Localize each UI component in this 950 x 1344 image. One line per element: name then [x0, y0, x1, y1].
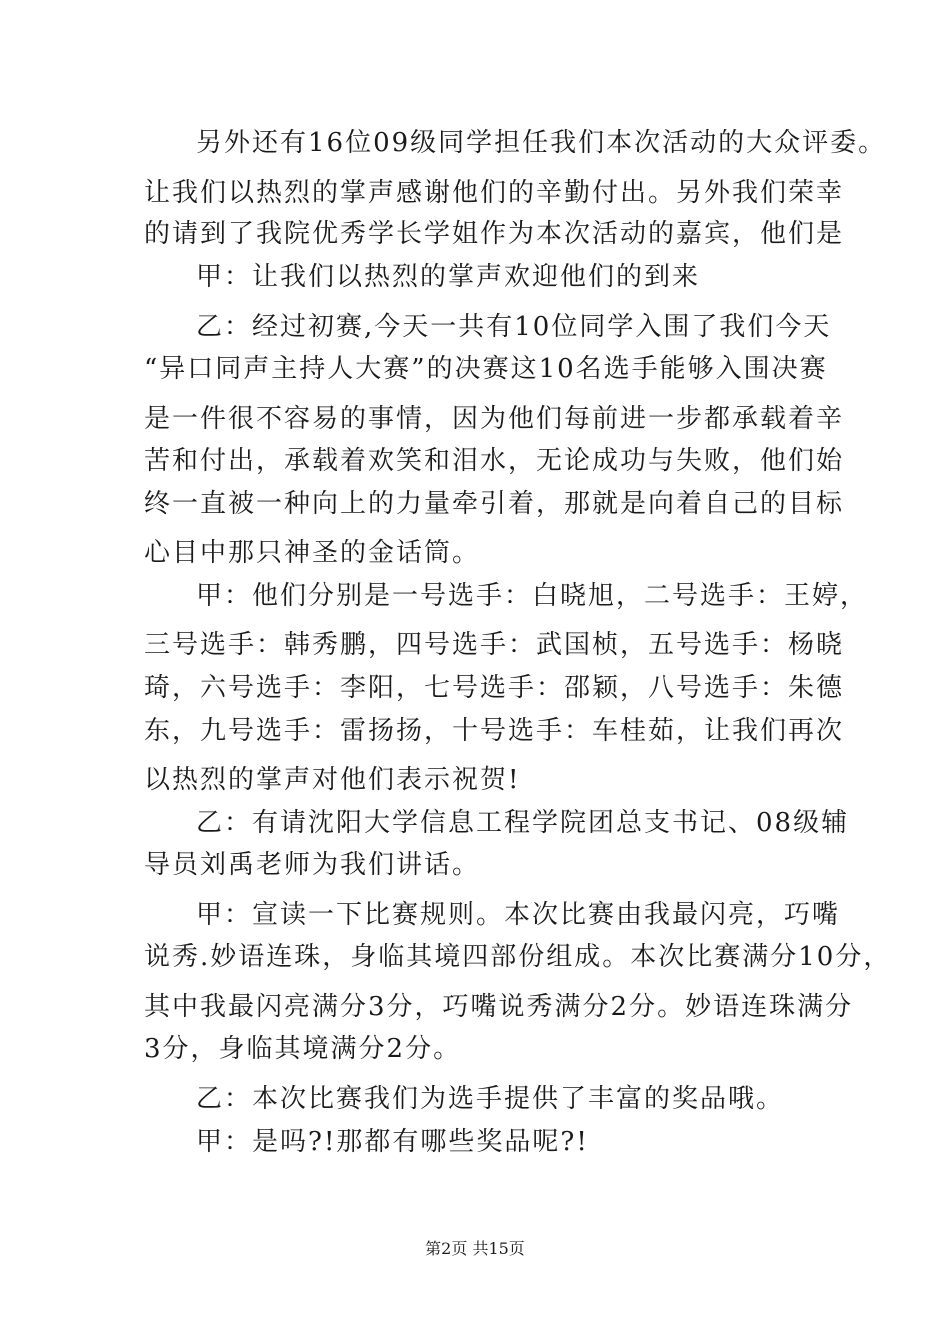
paragraph-line: 甲：宣读一下比赛规则。本次比赛由我最闪亮，巧嘴 [196, 900, 841, 930]
paragraph-line: 说秀.妙语连珠，身临其境四部份组成。本次比赛满分10分， [144, 942, 892, 972]
paragraph-line: 三号选手：韩秀鹏，四号选手：武国桢，五号选手：杨晓 [144, 630, 845, 660]
paragraph-line: 其中我最闪亮满分3分，巧嘴说秀满分2分。妙语连珠满分 [144, 992, 854, 1022]
paragraph-line: 东，九号选手：雷扬扬，十号选手：车桂茹，让我们再次 [144, 716, 845, 746]
paragraph-line: 另外还有16位09级同学担任我们本次活动的大众评委。 [196, 128, 887, 158]
paragraph-line: 甲：他们分别是一号选手：白晓旭，二号选手：王婷， [196, 581, 869, 611]
paragraph-line: 甲：让我们以热烈的掌声欢迎他们的到来 [196, 262, 701, 292]
paragraph-line: 苦和付出，承载着欢笑和泪水，无论成功与失败，他们始 [144, 446, 845, 476]
paragraph-line: 终一直被一种向上的力量牵引着，那就是向着自己的目标 [144, 489, 845, 519]
paragraph-line: “异口同声主持人大赛”的决赛这10名选手能够入围决赛 [144, 354, 828, 384]
paragraph-line: 的请到了我院优秀学长学姐作为本次活动的嘉宾，他们是 [144, 219, 845, 249]
paragraph-line: 以热烈的掌声对他们表示祝贺! [144, 765, 521, 795]
paragraph-line: 让我们以热烈的掌声感谢他们的辛勤付出。另外我们荣幸 [144, 178, 845, 208]
paragraph-line: 乙：本次比赛我们为选手提供了丰富的奖品哦。 [196, 1084, 785, 1114]
paragraph-line: 乙：有请沈阳大学信息工程学院团总支书记、08级辅 [196, 808, 850, 838]
page-number-footer: 第2页 共15页 [425, 1239, 525, 1258]
paragraph-line: 3分，身临其境满分2分。 [144, 1034, 462, 1064]
paragraph-line: 心目中那只神圣的金话筒。 [144, 538, 481, 568]
paragraph-line: 乙：经过初赛,今天一共有10位同学入围了我们今天 [196, 312, 832, 342]
paragraph-line: 导员刘禹老师为我们讲话。 [144, 850, 481, 880]
paragraph-line: 甲：是吗?!那都有哪些奖品呢?! [196, 1127, 589, 1157]
paragraph-line: 是一件很不容易的事情，因为他们每前进一步都承载着辛 [144, 404, 845, 434]
paragraph-line: 琦，六号选手：李阳，七号选手：邵颖，八号选手：朱德 [144, 673, 845, 703]
